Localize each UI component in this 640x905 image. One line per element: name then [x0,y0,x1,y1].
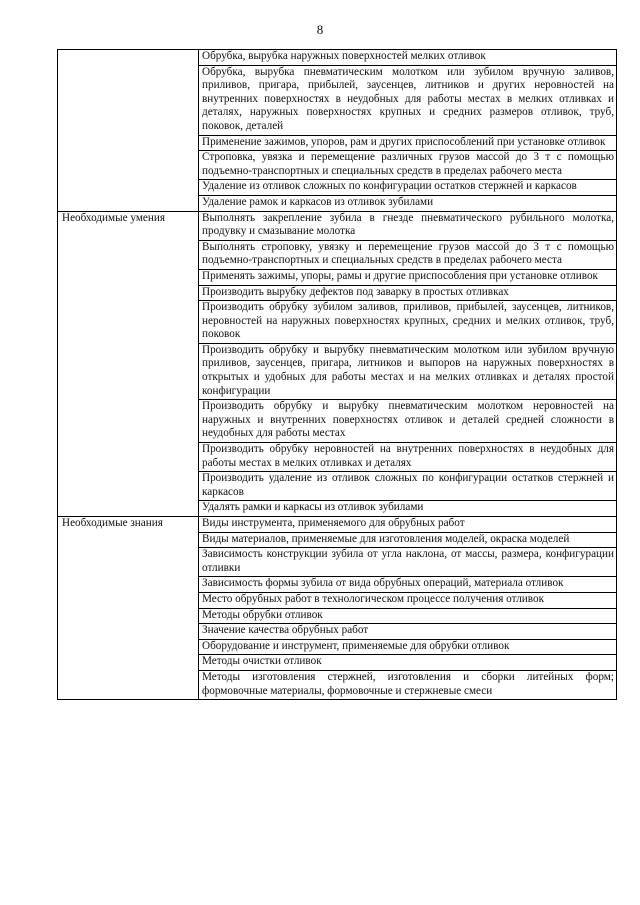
requirement-cell: Значение качества обрубных работ [199,624,617,640]
requirement-cell: Применять зажимы, упоры, рамы и другие приспособления при установке отливок [199,269,617,285]
requirement-cell: Виды инструмента, применяемого для обрубных работ [199,517,617,533]
page-number: 8 [316,22,324,37]
requirement-cell: Производить обрубку зубилом заливов, приливов, прибылей, заусенцев, литников, неровностей на наружных поверхностях крупных, средних и мелких отливок, труб, поковок [199,301,617,344]
requirement-cell: Методы очистки отливок [199,655,617,671]
table-row [58,211,617,240]
requirement-cell: Обрубка, вырубка пневматическим молотком или зубилом вручную заливов, приливов, пригара, прибылей, заусенцев, литников и других неровностей на внутренних поверхностях в неудобных для работы местах в мелких отливках и деталях, наружных поверхностях крупных и средних размеров отливок, труб, поковок, деталей [199,65,617,135]
requirement-cell: Строповка, увязка и перемещение различных грузов массой до 3 т с помощью подъемно-транспортных и специальных средств в пределах рабочего места [199,151,617,180]
requirement-cell: Выполнять строповку, увязку и перемещение грузов массой до 3 т с помощью подъемно-транспортных и специальных средств в пределах рабочего места [199,240,617,269]
requirement-cell: Выполнять закрепление зубила в гнезде пневматического рубильного молотка, продувку и смазывание молотка [199,211,617,240]
requirement-cell: Производить обрубку неровностей на внутренних поверхностях в неудобных для работы местах в мелких отливках и деталях [199,443,617,472]
requirement-cell: Методы обрубки отливок [199,608,617,624]
requirement-cell: Оборудование и инструмент, применяемые для обрубки отливок [199,639,617,655]
requirement-cell: Место обрубных работ в технологическом процессе получения отливок [199,592,617,608]
requirement-cell: Удаление из отливок сложных по конфигурации остатков стержней и каркасов [199,180,617,196]
category-cell: Необходимые знания [58,517,199,700]
requirement-cell: Виды материалов, применяемые для изготовления моделей, окраска моделей [199,532,617,548]
requirement-cell: Зависимость формы зубила от вида обрубных операций, материала отливок [199,577,617,593]
qualification-table [57,49,617,700]
requirement-cell: Производить вырубку дефектов под заварку в простых отливках [199,285,617,301]
requirement-cell: Производить удаление из отливок сложных по конфигурации остатков стержней и каркасов [199,472,617,501]
table-row [58,517,617,533]
requirement-cell: Обрубка, вырубка наружных поверхностей мелких отливок [199,50,617,66]
requirement-cell: Применение зажимов, упоров, рам и других приспособлений при установке отливок [199,135,617,151]
requirement-cell: Зависимость конструкции зубила от угла наклона, от массы, размера, конфигурации отливки [199,548,617,577]
requirement-cell: Производить обрубку и вырубку пневматическим молотком неровностей на наружных и внутренних поверхностях отливок и деталей средней сложности в неудобных для работы местах [199,400,617,443]
table-row [58,50,617,66]
requirement-cell: Производить обрубку и вырубку пневматическим молотком или зубилом вручную приливов, заусенцев, пригара, литников и выпоров на наружных поверхностях в открытых и удобных для работы местах и на мелких отливках и деталях простой конфигурации [199,343,617,399]
category-cell: Необходимые умения [58,211,199,516]
table-body [58,50,617,700]
requirement-cell: Удалять рамки и каркасы из отливок зубилами [199,501,617,517]
requirement-cell: Удаление рамок и каркасов из отливок зубилами [199,195,617,211]
requirement-cell: Методы изготовления стержней, изготовления и сборки литейных форм; формовочные материалы, формовочные и стержневые смеси [199,670,617,699]
category-cell [58,50,199,212]
